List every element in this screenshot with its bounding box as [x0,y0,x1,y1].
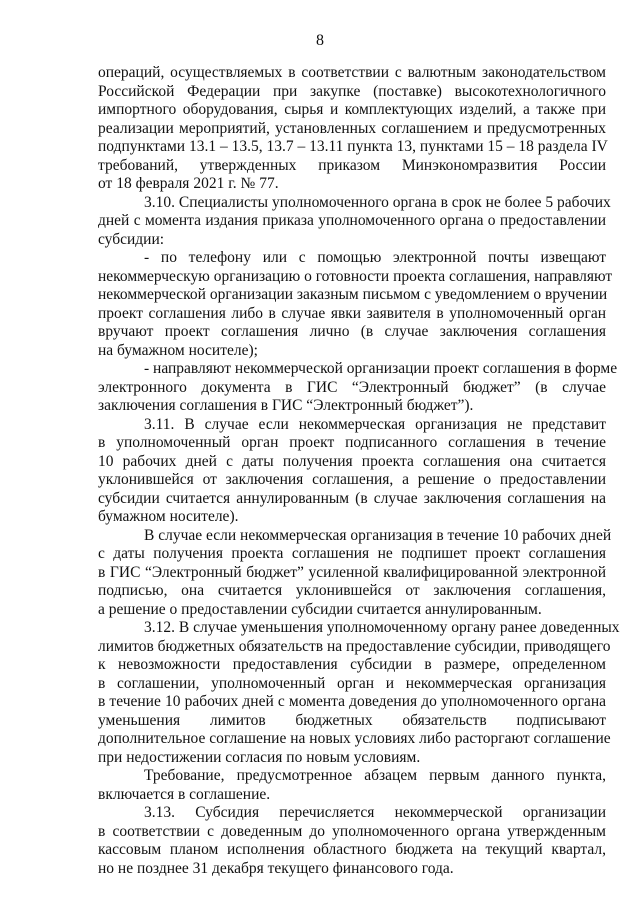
text-line: операций, осуществляемых в соответствии с валютным законодательством [98,64,606,81]
text-line: вручают проект соглашения лично (в случае заключения соглашения [98,323,606,340]
text-line: субсидии считается аннулированным (в случае заключения соглашения на [98,489,606,507]
text-line: Требование, предусмотренное абзацем первым данного пункта, [144,767,606,784]
text-line: - по телефону или с помощью электронной почты извещают [144,249,606,266]
text-line: некоммерческой организации заказным письмом с уведомлением о вручении [98,286,608,303]
paragraph [98,619,620,767]
text-line: импортного оборудования, сырья и комплектующих изделий, а также при [98,101,606,118]
text-line: В случае если некоммерческая организация в течение 10 рабочих дней [144,526,612,544]
text-line: дней с момента издания приказа уполномоченного органа о предоставлении [98,212,606,229]
text-line: 3.13. Субсидия перечисляется некоммерческой организации [144,804,606,821]
text-line: дополнительное соглашение на новых условиях либо расторгают соглашение [98,730,611,747]
text-line: в ГИС “Электронный бюджет” усиленной квалифицированной электронной [98,563,606,581]
text-line: 3.12. В случае уменьшения уполномоченному органу ранее доведенных [144,619,620,636]
text-line: некоммерческую организацию о готовности проекта соглашения, направляют [98,267,613,285]
text-line: 3.10. Специалисты уполномоченного органа в срок не более 5 рабочих [144,193,611,211]
text-line: но не позднее 31 декабря текущего финансового года. [98,859,454,877]
text-line: в течение 10 рабочих дней с момента доведения до уполномоченного органа [98,693,606,710]
text-line: заключения соглашения в ГИС “Электронный бюджет”). [98,397,474,414]
text-line: в соответствии с доведенным до уполномоченного органа утвержденным [98,822,606,840]
text-line: 3.11. В случае если некоммерческая организация не представит [144,415,606,433]
paragraph [98,249,613,360]
text-line: при недостижении согласия по новым условиям. [98,748,421,766]
text-line: от 18 февраля 2021 г. № 77. [98,175,279,192]
text-line: включается в соглашение. [98,785,271,803]
text-line: уменьшения лимитов бюджетных обязательств подписывают [98,711,606,729]
text-line: бумажном носителе). [98,508,239,525]
text-line: подпунктами 13.1 – 13.5, 13.7 – 13.11 пункта 13, пунктами 15 – 18 раздела IV [98,138,608,155]
page-number: 8 [316,32,324,49]
paragraph [98,193,611,250]
text-line: - направляют некоммерческой организации проект соглашения в форме [144,360,618,377]
paragraph [98,416,606,527]
paragraph [98,360,618,416]
text-line: Российской Федерации при закупке (поставке) высокотехнологичного [98,82,606,100]
text-line: субсидии: [98,230,165,248]
text-line: с даты получения проекта соглашения не подпишет проект соглашения [98,545,606,562]
text-line: уклонившейся от заключения соглашения, а решение о предоставлении [98,471,606,488]
text-line: к невозможности предоставления субсидии в размере, определенном [98,656,606,673]
text-line: 10 рабочих дней с даты получения проекта соглашения она считается [98,452,606,470]
paragraph [98,767,606,804]
text-line: электронного документа в ГИС “Электронный бюджет” (в случае [98,378,606,396]
text-line: кассовым планом исполнения областного бюджета на текущий квартал, [98,841,606,858]
text-line: подписью, она считается уклонившейся от заключения соглашения, [98,582,606,599]
text-line: требований, утвержденных приказом Минэкономразвития России [98,156,606,174]
text-line: а решение о предоставлении субсидии считается аннулированным. [98,600,542,618]
text-line: реализации мероприятий, установленных соглашением и предусмотренных [98,119,606,137]
paragraph [98,64,606,194]
text-line: в соглашении, уполномоченный орган и некоммерческая организация [98,674,606,692]
text-line: на бумажном носителе); [98,341,258,359]
text-line: в уполномоченный орган проект подписанного соглашения в течение [98,434,606,451]
document-body [98,64,620,878]
paragraph [98,804,606,878]
text-line: лимитов бюджетных обязательств на предоставление субсидии, приводящего [98,637,611,655]
text-line: проект соглашения либо в случае явки заявителя в уполномоченный орган [98,304,606,322]
paragraph [98,526,612,620]
